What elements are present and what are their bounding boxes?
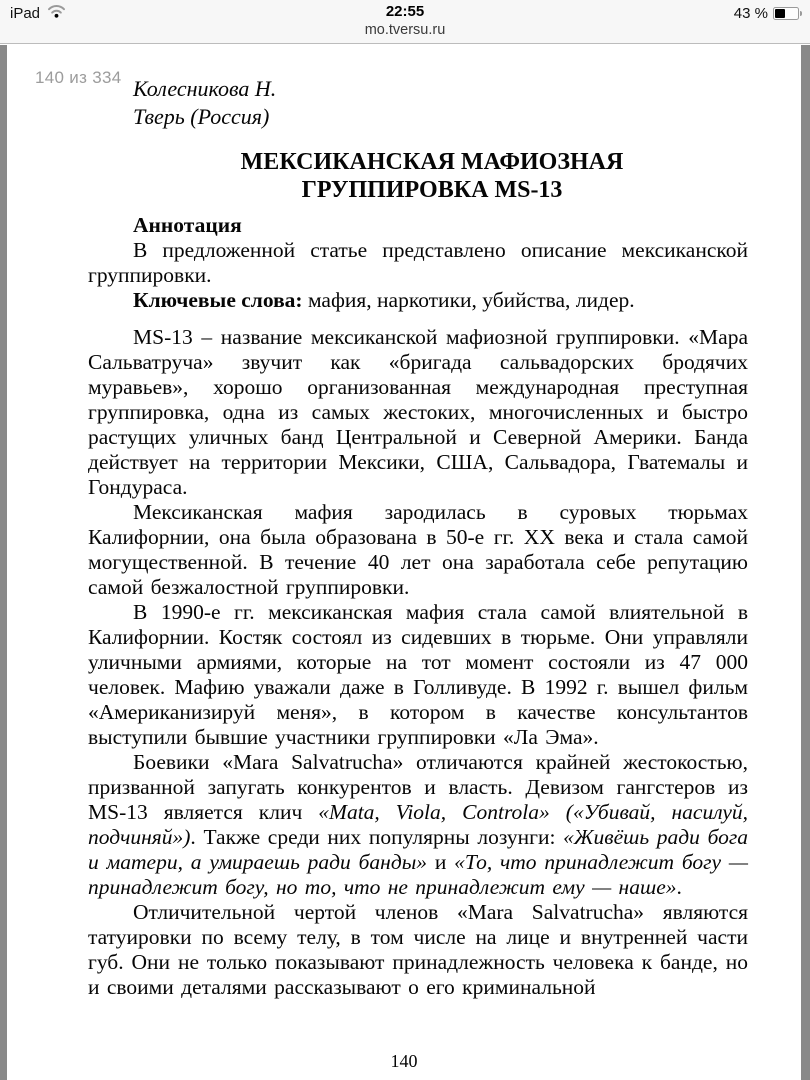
keywords-line xyxy=(88,288,748,313)
article-body xyxy=(88,325,748,1000)
battery-fill xyxy=(775,9,785,18)
device-label: iPad xyxy=(10,4,41,22)
article-title xyxy=(35,148,801,204)
battery-nub xyxy=(800,11,802,16)
page-indicator: 140 из 334 xyxy=(35,68,122,87)
paragraph-4-seg-5: и xyxy=(427,850,455,874)
annotation-text: В предложенной статье представлено описание мексиканской группировки. xyxy=(88,238,748,287)
paragraph-4-seg-1: Боевики «Mara Salvatrucha» отличаются крайней жестокостью, призванной запугать конкурентов и власть. Девизом гангстеров из MS-13 является клич xyxy=(88,750,748,824)
article-title-line2: ГРУППИРОВКА MS-13 xyxy=(301,177,563,203)
pdf-viewer[interactable] xyxy=(0,45,810,1080)
paragraph-4-seg-3: . Также среди них популярны лозунги: xyxy=(190,825,564,849)
viewer-right-edge xyxy=(801,45,810,1080)
paragraph-1 xyxy=(88,325,748,500)
viewer-left-edge xyxy=(0,45,7,1080)
paragraph-2 xyxy=(88,500,748,600)
article-title-line1: МЕКСИКАНСКАЯ МАФИОЗНАЯ xyxy=(240,149,624,175)
footer-page-number: 140 xyxy=(390,1051,418,1071)
keywords-label: Ключевые слова: xyxy=(133,288,303,312)
document-content xyxy=(7,45,801,1000)
status-right xyxy=(734,5,802,22)
battery-icon xyxy=(773,7,799,20)
author-name: Колесникова Н. xyxy=(133,76,277,101)
paragraph-2-text: Мексиканская мафия зародилась в суровых тюрьмах Калифорнии, она была образована в 50-е гг. XX века и стала самой могущественной. В течение 40 лет она заработала себе репутацию самой безжалостной группировки. xyxy=(88,500,748,599)
paragraph-4-seg-6-slogan: «То, что принадлежит богу — принадлежит богу, но то, что не принадлежит ему — наше» xyxy=(88,850,749,899)
paragraph-4-seg-2-motto: «Mata, Viola, Controla» («Убивай, насилуй, подчиняй») xyxy=(88,800,748,849)
keywords-text: мафия, наркотики, убийства, лидер. xyxy=(302,288,635,312)
paragraph-4-seg-7: . xyxy=(676,875,682,899)
paragraph-5-text: Отличительной чертой членов «Mara Salvatrucha» являются татуировки по всему телу, в том числе на лице и внутренней части губ. Они не только показывают принадлежность человека к банде, но и своими деталями рассказывают о его криминальной xyxy=(88,900,748,999)
battery-percent: 43 % xyxy=(733,5,768,22)
paragraph-4-seg-4-slogan: «Живёшь ради бога и матери, а умираешь ради банды» xyxy=(88,825,748,874)
url-bar[interactable]: mo.tversu.ru xyxy=(364,22,446,38)
pdf-page[interactable] xyxy=(7,45,801,1080)
paragraph-5 xyxy=(88,900,748,1000)
clock: 22:55 xyxy=(385,3,425,20)
status-bar xyxy=(0,0,810,44)
author-city: Тверь (Россия) xyxy=(133,104,270,129)
annotation-heading: Аннотация xyxy=(133,213,242,237)
paragraph-1-text: MS-13 – название мексиканской мафиозной группировки. «Мара Сальватруча» звучит как «бригада сальвадорских бродячих муравьев», хорошо организованная международная преступная группировка, одна из самых жестоких, многочисленных и быстро растущих уличных банд Центральной и Северной Америки. Банда действует на территории Мексики, США, Сальвадора, Гватемалы и Гондураса. xyxy=(88,325,748,499)
paragraph-3-text: В 1990-е гг. мексиканская мафия стала самой влиятельной в Калифорнии. Костяк состоял из сидевших в тюрьме. Они управляли уличными армиями, которые на тот момент состояли из 47 000 человек. Мафию уважали даже в Голливуде. В 1992 г. вышел фильм «Американизируй меня», в котором в качестве консультантов выступили бывшие участники группировки «Ла Эма». xyxy=(88,600,748,749)
paragraph-4 xyxy=(88,750,748,900)
author-block xyxy=(133,75,748,131)
paragraph-3 xyxy=(88,600,748,750)
